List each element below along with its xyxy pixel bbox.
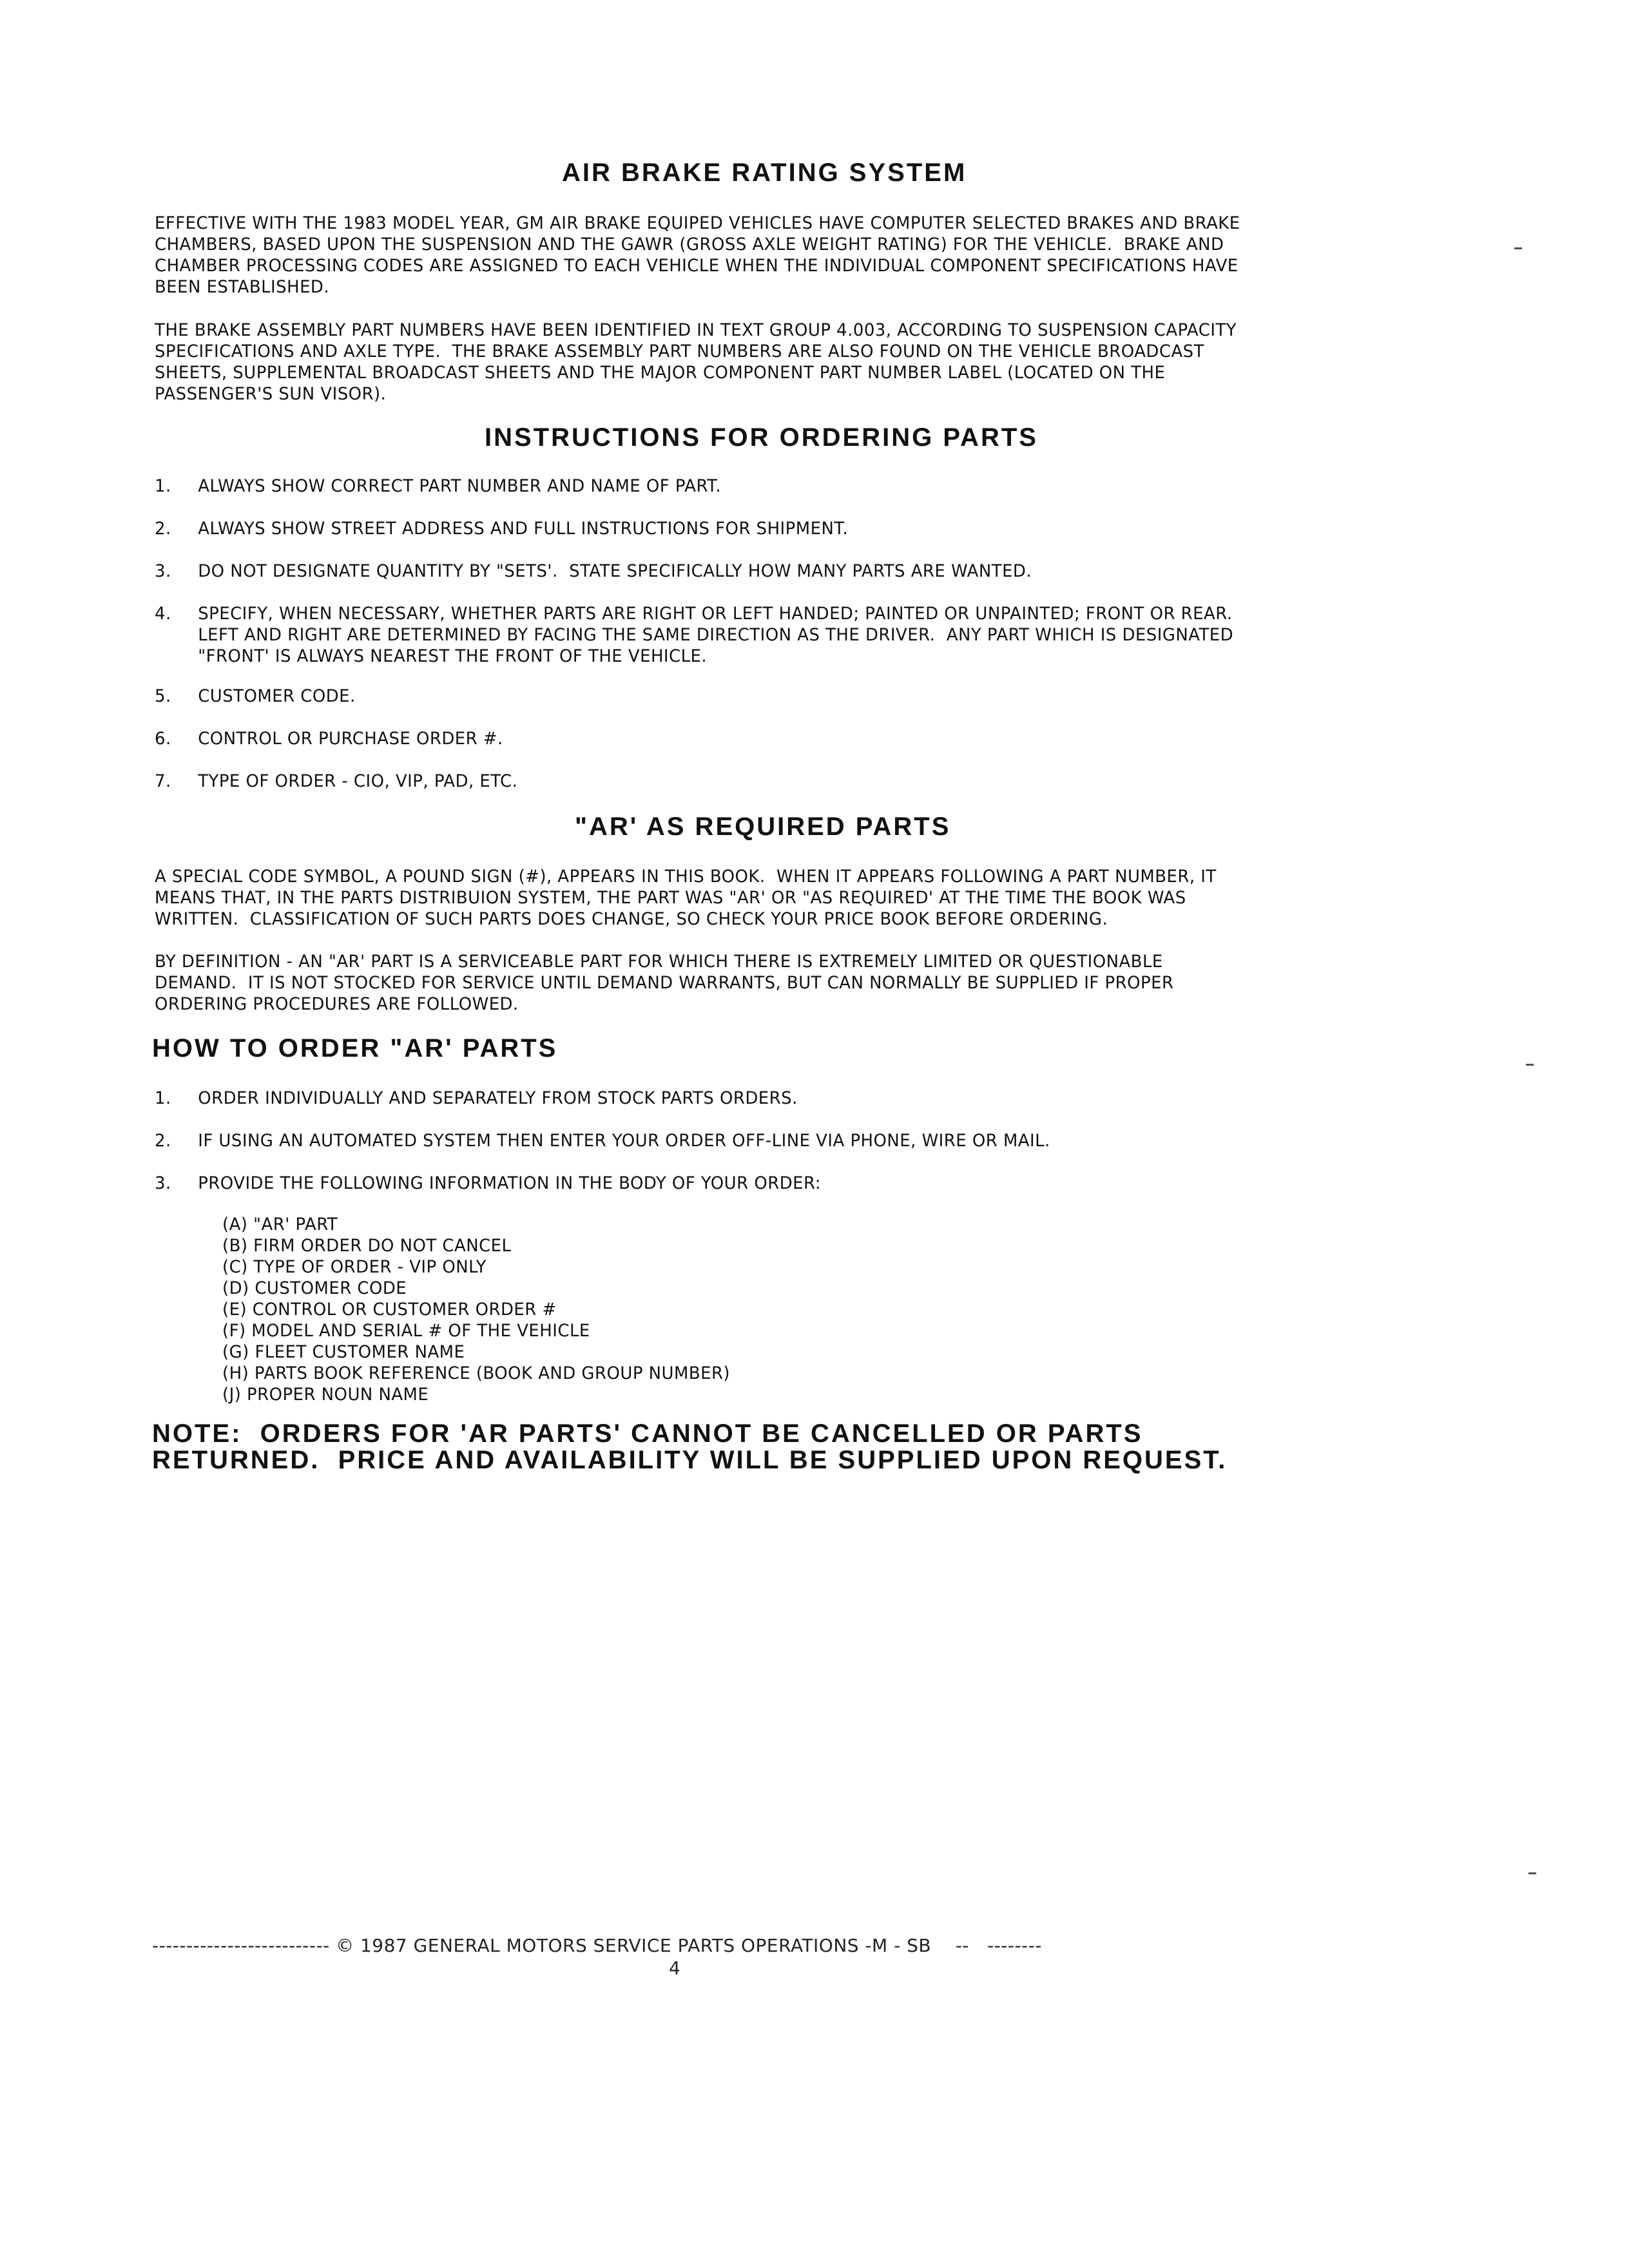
list-item-text: CUSTOMER CODE. <box>198 686 356 706</box>
sub-list-item: (J) PROPER NOUN NAME <box>222 1385 429 1405</box>
paragraph-air-brake-2: THE BRAKE ASSEMBLY PART NUMBERS HAVE BEEN IDENTIFIED IN TEXT GROUP 4.003, ACCORDING TO SUSPENSION CAPACITY SPECIFICATIONS AND AXLE TYPE. THE BRAKE ASSEMBLY PART NUMBERS ARE ALSO FOUND ON THE VEHICLE BROADCAST SHEETS, SUPPLEMENTAL BROADCAST SHEETS AND THE MAJOR COMPONENT PART NUMBER LABEL (LOCATED ON THE PASSENGER'S SUN VISOR). <box>155 320 1237 404</box>
list-item <box>155 603 1234 688</box>
page-number: 4 <box>669 1957 680 1979</box>
list-item <box>155 771 518 856</box>
list-item-number: 3. <box>155 1173 171 1193</box>
list-item-number: 1. <box>155 476 171 496</box>
sub-list-item: (D) CUSTOMER CODE <box>222 1278 407 1298</box>
list-item-text: ALWAYS SHOW CORRECT PART NUMBER AND NAME OF PART. <box>198 476 722 496</box>
list-item-text: ALWAYS SHOW STREET ADDRESS AND FULL INSTRUCTIONS FOR SHIPMENT. <box>198 519 849 539</box>
list-item-text: DO NOT DESIGNATE QUANTITY BY "SETS'. STATE SPECIFICALLY HOW MANY PARTS ARE WANTED. <box>198 561 1032 581</box>
sub-list-item: (A) "AR' PART <box>222 1215 338 1235</box>
section-title-ordering-parts: INSTRUCTIONS FOR ORDERING PARTS <box>485 423 1038 452</box>
list-item-number: 2. <box>155 1131 171 1151</box>
note-text: NOTE: ORDERS FOR 'AR PARTS' CANNOT BE CANCELLED OR PARTS RETURNED. PRICE AND AVAILABILITY WILL BE SUPPLIED UPON REQUEST. <box>152 1419 1228 1474</box>
scan-mark <box>1528 1872 1536 1874</box>
section-title-air-brake: AIR BRAKE RATING SYSTEM <box>562 159 967 187</box>
sub-list-item: (E) CONTROL OR CUSTOMER ORDER # <box>222 1300 557 1320</box>
paragraph-ar-parts-2: BY DEFINITION - AN "AR' PART IS A SERVICEABLE PART FOR WHICH THERE IS EXTREMELY LIMITED OR QUESTIONABLE DEMAND. IT IS NOT STOCKED FOR SERVICE UNTIL DEMAND WARRANTS, BUT CAN NORMALLY BE SUPPLIED IF PROPER ORDERING PROCEDURES ARE FOLLOWED. <box>155 952 1174 1014</box>
sub-list-item: (G) FLEET CUSTOMER NAME <box>222 1342 465 1362</box>
sub-list-item: (C) TYPE OF ORDER - VIP ONLY <box>222 1257 487 1277</box>
paragraph-air-brake-1: EFFECTIVE WITH THE 1983 MODEL YEAR, GM AIR BRAKE EQUIPED VEHICLES HAVE COMPUTER SELECTED BRAKES AND BRAKE CHAMBERS, BASED UPON THE SUSPENSION AND THE GAWR (GROSS AXLE WEIGHT RATING) FOR THE VEHICLE. BRAKE AND CHAMBER PROCESSING CODES ARE ASSIGNED TO EACH VEHICLE WHEN THE INDIVIDUAL COMPONENT SPECIFICATIONS HAVE BEEN ESTABLISHED. <box>155 213 1240 297</box>
list-item-text: PROVIDE THE FOLLOWING INFORMATION IN THE BODY OF YOUR ORDER: <box>198 1173 821 1193</box>
list-item-number: 3. <box>155 561 171 581</box>
footer-copyright: -------------------------- © 1987 GENERAL MOTORS SERVICE PARTS OPERATIONS -M - SB -- -------- <box>152 1935 1042 1956</box>
list-item-text: SPECIFY, WHEN NECESSARY, WHETHER PARTS ARE RIGHT OR LEFT HANDED; PAINTED OR UNPAINTED; FRONT OR REAR. LEFT AND RIGHT ARE DETERMINED BY FACING THE SAME DIRECTION AS THE DRIVER. ANY PART WHICH IS DESIGNATED "FRONT' IS ALWAYS NEAREST THE FRONT OF THE VEHICLE. <box>198 604 1234 666</box>
sub-list-item: (B) FIRM ORDER DO NOT CANCEL <box>222 1236 512 1256</box>
list-item-text: CONTROL OR PURCHASE ORDER #. <box>198 729 503 749</box>
scan-mark <box>1526 1064 1534 1066</box>
list-item-number: 4. <box>155 604 171 624</box>
sub-list-item: (F) MODEL AND SERIAL # OF THE VEHICLE <box>222 1321 590 1341</box>
paragraph-ar-parts-1: A SPECIAL CODE SYMBOL, A POUND SIGN (#), APPEARS IN THIS BOOK. WHEN IT APPEARS FOLLOWING A PART NUMBER, IT MEANS THAT, IN THE PARTS DISTRIBUION SYSTEM, THE PART WAS "AR' OR "AS REQUIRED' AT THE TIME THE BOOK WAS WRITTEN. CLASSIFICATION OF SUCH PARTS DOES CHANGE, SO CHECK YOUR PRICE BOOK BEFORE ORDERING. <box>155 867 1217 929</box>
section-title-ar-parts: "AR' AS REQUIRED PARTS <box>575 812 951 841</box>
list-item-number: 5. <box>155 686 171 706</box>
list-item-number: 2. <box>155 519 171 539</box>
list-item-text: IF USING AN AUTOMATED SYSTEM THEN ENTER YOUR ORDER OFF-LINE VIA PHONE, WIRE OR MAIL. <box>198 1131 1050 1151</box>
list-item-text: ORDER INDIVIDUALLY AND SEPARATELY FROM STOCK PARTS ORDERS. <box>198 1088 798 1108</box>
list-item-number: 7. <box>155 771 171 791</box>
sub-list-item: (H) PARTS BOOK REFERENCE (BOOK AND GROUP NUMBER) <box>222 1363 731 1383</box>
list-item-number: 6. <box>155 729 171 749</box>
scan-mark <box>1514 247 1522 249</box>
list-item-text: TYPE OF ORDER - CIO, VIP, PAD, ETC. <box>198 771 518 791</box>
list-item-number: 1. <box>155 1088 171 1108</box>
section-title-how-to-order: HOW TO ORDER "AR' PARTS <box>152 1034 558 1062</box>
